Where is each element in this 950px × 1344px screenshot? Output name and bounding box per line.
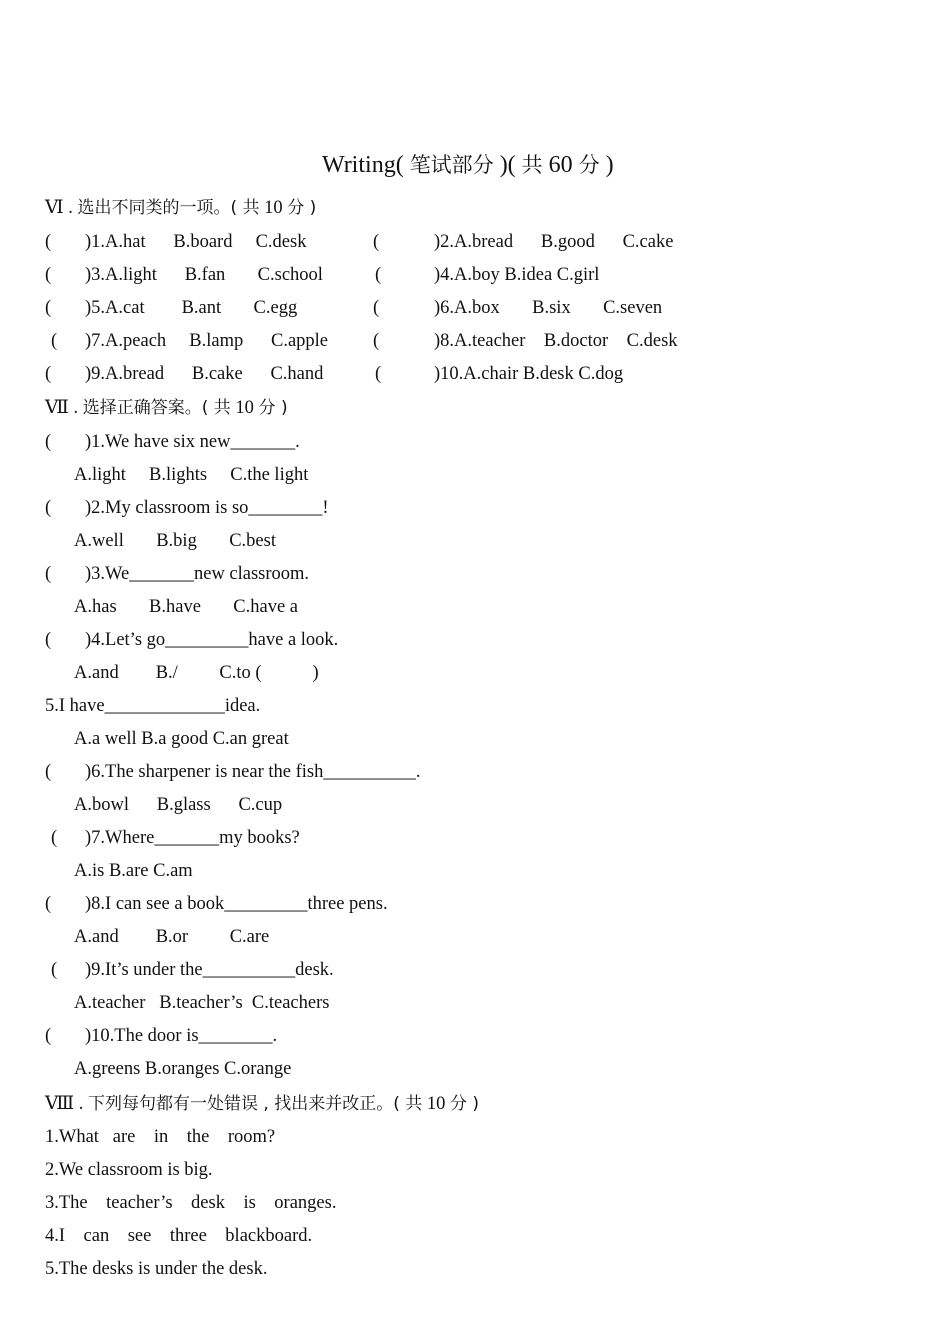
title-cjk-part: 笔试部分 [409, 153, 494, 177]
s7-q1-paren[interactable]: ( [45, 432, 52, 452]
section-score: 10 [259, 198, 288, 218]
s6-q7-paren[interactable]: ( [51, 331, 58, 351]
section-instruction: 选出不同类的一项。( 共 [77, 198, 260, 218]
title-text: Writing( [322, 152, 410, 178]
s7-q2-paren[interactable]: ( [45, 498, 52, 518]
section-score: 10 [230, 398, 259, 418]
s6-q9-text: )9.A.bread B.cake C.hand [85, 364, 324, 384]
s7-q4-paren[interactable]: ( [45, 630, 52, 650]
section-number: Ⅷ . [45, 1094, 89, 1114]
s7-q6-paren[interactable]: ( [45, 762, 52, 782]
s7-q9-paren[interactable]: ( [51, 960, 58, 980]
s7-q8-options: A.and B.or C.are [74, 927, 270, 947]
section-score-unit: 分 ) [258, 398, 288, 418]
s6-q4-text: )4.A.boy B.idea C.girl [434, 265, 600, 285]
s7-q7-paren[interactable]: ( [51, 828, 58, 848]
s6-q6-paren[interactable]: ( [373, 298, 380, 318]
section-number: Ⅶ . [45, 398, 83, 418]
s6-q4-paren[interactable]: ( [375, 265, 382, 285]
s7-q6-question: )6.The sharpener is near the fish__________. [85, 762, 421, 782]
s6-q5-text: )5.A.cat B.ant C.egg [85, 298, 298, 318]
s8-item-3: 3.The teacher’s desk is oranges. [45, 1193, 337, 1213]
s7-q5-options: A.a well B.a good C.an great [74, 729, 289, 749]
s6-q1-paren[interactable]: ( [45, 232, 52, 252]
s7-q8-paren[interactable]: ( [45, 894, 52, 914]
s6-q10-text: )10.A.chair B.desk C.dog [434, 364, 624, 384]
title-cjk-unit: 分 [578, 153, 600, 177]
s6-q2-text: )2.A.bread B.good C.cake [434, 232, 674, 252]
s6-q1-text: )1.A.hat B.board C.desk [85, 232, 307, 252]
s7-q4-question: )4.Let’s go_________have a look. [85, 630, 339, 650]
s7-q9-options: A.teacher B.teacher’s C.teachers [74, 993, 330, 1013]
s7-q10-question: )10.The door is________. [85, 1026, 278, 1046]
s8-item-5: 5.The desks is under the desk. [45, 1259, 268, 1279]
s8-item-1: 1.What are in the room? [45, 1127, 276, 1147]
section-number: Ⅵ . [45, 198, 78, 218]
s6-q7-text: )7.A.peach B.lamp C.apple [85, 331, 329, 351]
title-end: ) [599, 152, 614, 178]
s6-q8-text: )8.A.teacher B.doctor C.desk [434, 331, 678, 351]
s7-q10-paren[interactable]: ( [45, 1026, 52, 1046]
s7-q4-options: A.and B./ C.to ( ) [74, 663, 319, 683]
s6-q2-paren[interactable]: ( [373, 232, 380, 252]
section-instruction: 选择正确答案。( 共 [82, 398, 231, 418]
s7-q5-question: 5.I have_____________idea. [45, 696, 261, 716]
s7-q9-question: )9.It’s under the__________desk. [85, 960, 334, 980]
section-score-unit: 分 ) [450, 1094, 480, 1114]
s6-q10-paren[interactable]: ( [375, 364, 382, 384]
s7-q3-question: )3.We_______new classroom. [85, 564, 310, 584]
page-title [322, 151, 614, 179]
title-score: 60 [542, 152, 579, 178]
s7-q2-options: A.well B.big C.best [74, 531, 276, 551]
s6-q3-paren[interactable]: ( [45, 265, 52, 285]
s7-q10-options: A.greens B.oranges C.orange [74, 1059, 292, 1079]
title-separator: )( [493, 152, 522, 178]
section8-heading [45, 1093, 479, 1115]
section-score: 10 [422, 1094, 451, 1114]
s7-q2-question: )2.My classroom is so________! [85, 498, 329, 518]
s6-q5-paren[interactable]: ( [45, 298, 52, 318]
title-cjk-total: 共 [521, 153, 543, 177]
s6-q9-paren[interactable]: ( [45, 364, 52, 384]
s8-item-4: 4.I can see three blackboard. [45, 1226, 313, 1246]
s7-q7-question: )7.Where_______my books? [85, 828, 300, 848]
s7-q6-options: A.bowl B.glass C.cup [74, 795, 283, 815]
s7-q1-question: )1.We have six new_______. [85, 432, 300, 452]
section-score-unit: 分 ) [287, 198, 317, 218]
section6-heading [45, 197, 316, 219]
s7-q8-question: )8.I can see a book_________three pens. [85, 894, 388, 914]
s6-q8-paren[interactable]: ( [373, 331, 380, 351]
s7-q7-options: A.is B.are C.am [74, 861, 193, 881]
s7-q3-options: A.has B.have C.have a [74, 597, 299, 617]
s7-q3-paren[interactable]: ( [45, 564, 52, 584]
s8-item-2: 2.We classroom is big. [45, 1160, 213, 1180]
s6-q3-text: )3.A.light B.fan C.school [85, 265, 323, 285]
s7-q1-options: A.light B.lights C.the light [74, 465, 309, 485]
s6-q6-text: )6.A.box B.six C.seven [434, 298, 663, 318]
section-instruction: 下列每句都有一处错误 , 找出来并改正。( 共 [88, 1094, 423, 1114]
section7-heading [45, 397, 288, 419]
